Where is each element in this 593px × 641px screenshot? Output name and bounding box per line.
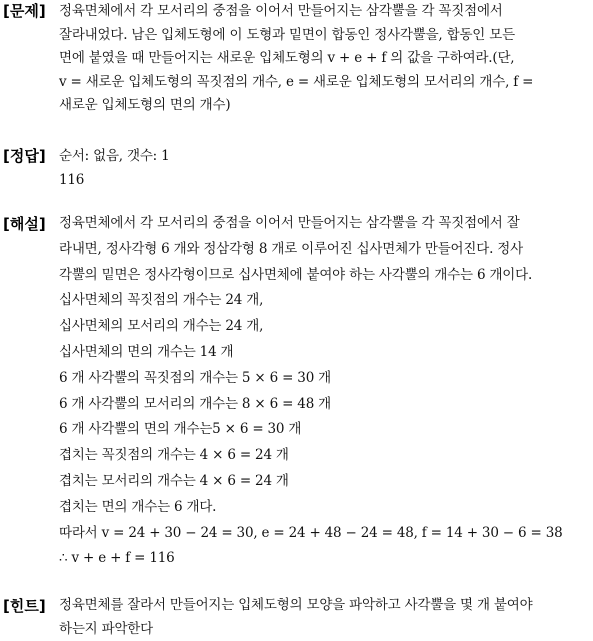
solution-line: 십사면체의 모서리의 개수는 24 개,	[59, 314, 591, 340]
solution-line: 6 개 사각뿔의 면의 개수는5 × 6 = 30 개	[59, 417, 591, 443]
solution-line: 라내면, 정사각형 6 개와 정삼각형 8 개로 이루어진 십사면체가 만들어진다. 정사	[59, 237, 591, 263]
problem-tag: [문제]	[3, 1, 46, 21]
solution-line: 십사면체의 꼭짓점의 개수는 24 개,	[59, 288, 591, 314]
hint-line: 정육면체를 잘라서 만들어지는 입체도형의 모양을 파악하고 사각뿔을 몇 개 붙여야	[59, 594, 591, 618]
problem-line: 잘라내었다. 남은 입체도형에 이 도형과 밑면이 합동인 정사각뿔을, 합동인 모든	[59, 24, 591, 48]
problem-text	[59, 0, 591, 118]
hint-text	[59, 594, 591, 641]
solution-line: 6 개 사각뿔의 모서리의 개수는 8 × 6 = 48 개	[59, 392, 591, 418]
solution-text	[59, 211, 591, 572]
solution-line: 십사면체의 면의 개수는 14 개	[59, 340, 591, 366]
hint-line: 하는지 파악한다	[59, 618, 591, 641]
problem-line: 면에 붙였을 때 만들어지는 새로운 입체도형의 v + e + f 의 값을 구하여라.(단,	[59, 47, 591, 71]
solution-line: 6 개 사각뿔의 꼭짓점의 개수는 5 × 6 = 30 개	[59, 366, 591, 392]
problem-line: v = 새로운 입체도형의 꼭짓점의 개수, e = 새로운 입체도형의 모서리의 개수, f =	[59, 71, 591, 95]
solution-tag: [해설]	[3, 214, 46, 234]
solution-line: 정육면체에서 각 모서리의 중점을 이어서 만들어지는 삼각뿔을 각 꼭짓점에서 잘	[59, 211, 591, 237]
solution-conclusion: ∴ v + e + f = 116	[59, 546, 591, 572]
problem-line: 새로운 입체도형의 면의 개수)	[59, 94, 591, 118]
answer-text	[59, 145, 591, 192]
problem-line: 정육면체에서 각 모서리의 중점을 이어서 만들어지는 삼각뿔을 각 꼭짓점에서	[59, 0, 591, 24]
solution-line: 각뿔의 밑면은 정사각형이므로 십사면체에 붙여야 하는 사각뿔의 개수는 6 개이다.	[59, 263, 591, 289]
solution-line: 겹치는 꼭짓점의 개수는 4 × 6 = 24 개	[59, 443, 591, 469]
answer-tag: [정답]	[3, 146, 46, 166]
hint-tag: [힌트]	[3, 596, 46, 616]
solution-line: 따라서 v = 24 + 30 − 24 = 30, e = 24 + 48 − 24 = 48, f = 14 + 30 − 6 = 38	[59, 521, 591, 547]
solution-line: 겹치는 모서리의 개수는 4 × 6 = 24 개	[59, 469, 591, 495]
answer-line: 순서: 없음, 갯수: 1	[59, 145, 591, 169]
answer-value: 116	[59, 169, 591, 193]
solution-line: 겹치는 면의 개수는 6 개다.	[59, 495, 591, 521]
